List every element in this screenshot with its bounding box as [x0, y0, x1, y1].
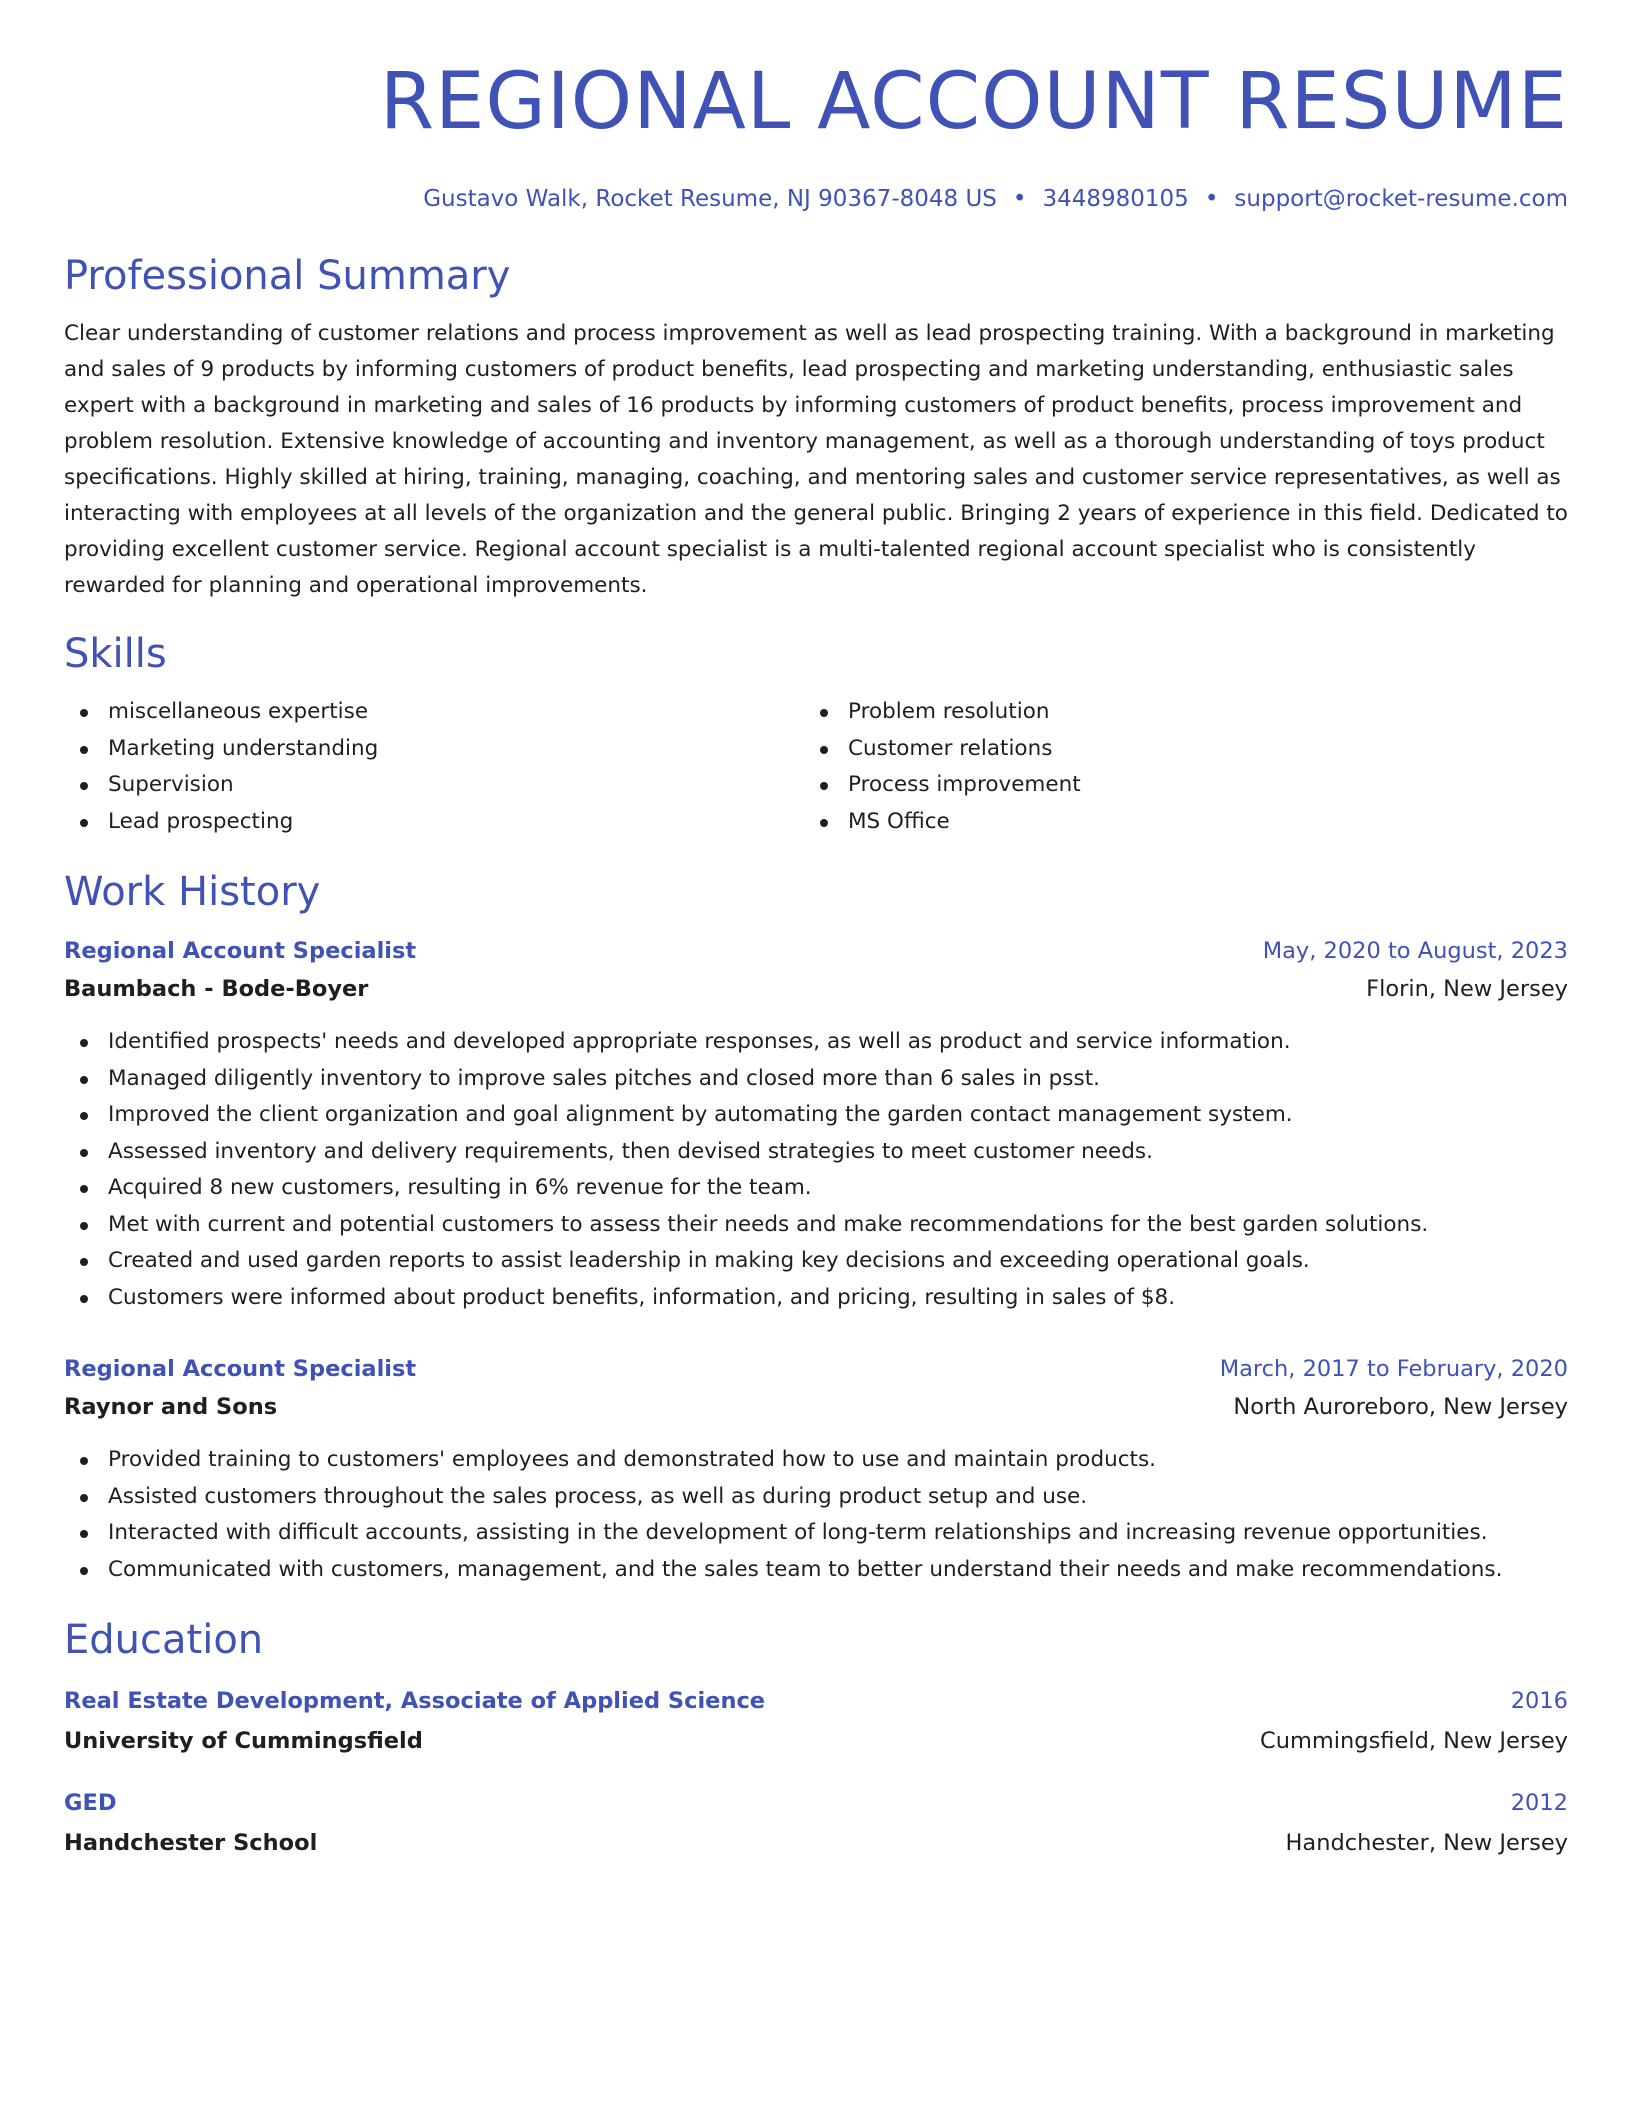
job-bullet: Identified prospects' needs and developed appropriate responses, as well as product and service information.	[64, 1024, 1568, 1061]
skills-column-right	[804, 694, 1544, 840]
job-title: Regional Account Specialist	[64, 938, 417, 964]
contact-email[interactable]: support@rocket-resume.com	[1234, 186, 1568, 212]
job-dates: March, 2017 to February, 2020	[1219, 1356, 1568, 1382]
education-school: University of Cummingsfield	[64, 1728, 423, 1754]
education-location: Cummingsfield, New Jersey	[1259, 1728, 1568, 1754]
education-year: 2016	[1510, 1688, 1568, 1714]
job-header-row	[64, 1354, 1568, 1384]
summary-text: Clear understanding of customer relations and process improvement as well as lead prospecting training. With a background in marketing and sales of 9 products by informing customers of product benefits, lead prospecting and marketing understanding, enthusiastic sales expert with a background in marketing and sales of 16 products by informing customers of product benefits, process improvement and problem resolution. Extensive knowledge of accounting and inventory management, as well as a thorough understanding of toys product specifications. Highly skilled at hiring, training, managing, coaching, and mentoring sales and customer service representatives, as well as interacting with employees at all levels of the organization and the general public. Bringing 2 years of experience in this field. Dedicated to providing excellent customer service. Regional account specialist is a multi-talented regional account specialist who is consistently rewarded for planning and operational improvements.	[64, 321, 1568, 598]
job-bullet: Met with current and potential customers to assess their needs and make recommendations for the best garden solutions.	[64, 1207, 1568, 1244]
skill-item: Problem resolution	[804, 694, 1544, 731]
skill-item: Process improvement	[804, 767, 1544, 804]
work-history-heading: Work History	[64, 869, 321, 915]
job-bullet: Provided training to customers' employees and demonstrated how to use and maintain products.	[64, 1442, 1568, 1479]
job-bullet: Customers were informed about product benefits, information, and pricing, resulting in sales of $8.	[64, 1280, 1568, 1317]
job-company-row	[64, 1392, 1568, 1422]
education-header-row	[64, 1686, 1568, 1716]
skill-item: Supervision	[64, 767, 804, 804]
education-school-row	[64, 1726, 1568, 1756]
job-entry	[64, 1354, 1568, 1588]
education-degree: Real Estate Development, Associate of Applied Science	[64, 1688, 766, 1714]
skill-item: Lead prospecting	[64, 804, 804, 841]
skills-column-left	[64, 694, 804, 840]
skill-item: MS Office	[804, 804, 1544, 841]
skill-item: miscellaneous expertise	[64, 694, 804, 731]
education-degree: GED	[64, 1790, 117, 1816]
job-title: Regional Account Specialist	[64, 1356, 417, 1382]
resume-title: REGIONAL ACCOUNT RESUME	[379, 57, 1568, 147]
job-company: Raynor and Sons	[64, 1394, 278, 1420]
skill-item: Marketing understanding	[64, 731, 804, 768]
job-location: North Auroreboro, New Jersey	[1233, 1394, 1568, 1420]
job-bullet: Communicated with customers, management, and the sales team to better understand their needs and make recommendations.	[64, 1552, 1568, 1589]
job-company: Baumbach - Bode-Boyer	[64, 976, 369, 1002]
job-bullets	[64, 1442, 1568, 1588]
skills-heading: Skills	[64, 631, 167, 677]
contact-phone: 3448980105	[1042, 186, 1189, 212]
contact-line	[64, 184, 1568, 214]
job-bullet: Interacted with difficult accounts, assisting in the development of long-term relationships and increasing revenue opportunities.	[64, 1515, 1568, 1552]
job-bullets	[64, 1024, 1568, 1316]
education-entry	[64, 1686, 1568, 1756]
skill-item: Customer relations	[804, 731, 1544, 768]
job-header-row	[64, 936, 1568, 966]
job-company-row	[64, 974, 1568, 1004]
contact-separator: •	[1204, 186, 1219, 212]
education-year: 2012	[1510, 1790, 1568, 1816]
job-bullet: Created and used garden reports to assist leadership in making key decisions and exceeding operational goals.	[64, 1243, 1568, 1280]
contact-separator: •	[1012, 186, 1027, 212]
education-heading: Education	[64, 1617, 264, 1663]
education-school: Handchester School	[64, 1830, 318, 1856]
contact-address: Gustavo Walk, Rocket Resume, NJ 90367-8048 US	[423, 186, 997, 212]
job-entry	[64, 936, 1568, 1316]
education-entry	[64, 1788, 1568, 1858]
job-bullet: Managed diligently inventory to improve sales pitches and closed more than 6 sales in psst.	[64, 1061, 1568, 1098]
job-location: Florin, New Jersey	[1366, 976, 1568, 1002]
skills-list	[64, 694, 1568, 840]
education-header-row	[64, 1788, 1568, 1818]
job-bullet: Acquired 8 new customers, resulting in 6% revenue for the team.	[64, 1170, 1568, 1207]
education-school-row	[64, 1828, 1568, 1858]
job-dates: May, 2020 to August, 2023	[1262, 938, 1568, 964]
education-location: Handchester, New Jersey	[1285, 1830, 1568, 1856]
job-bullet: Improved the client organization and goal alignment by automating the garden contact management system.	[64, 1097, 1568, 1134]
job-bullet: Assessed inventory and delivery requirements, then devised strategies to meet customer needs.	[64, 1134, 1568, 1171]
job-bullet: Assisted customers throughout the sales process, as well as during product setup and use.	[64, 1479, 1568, 1516]
summary-heading: Professional Summary	[64, 253, 511, 299]
